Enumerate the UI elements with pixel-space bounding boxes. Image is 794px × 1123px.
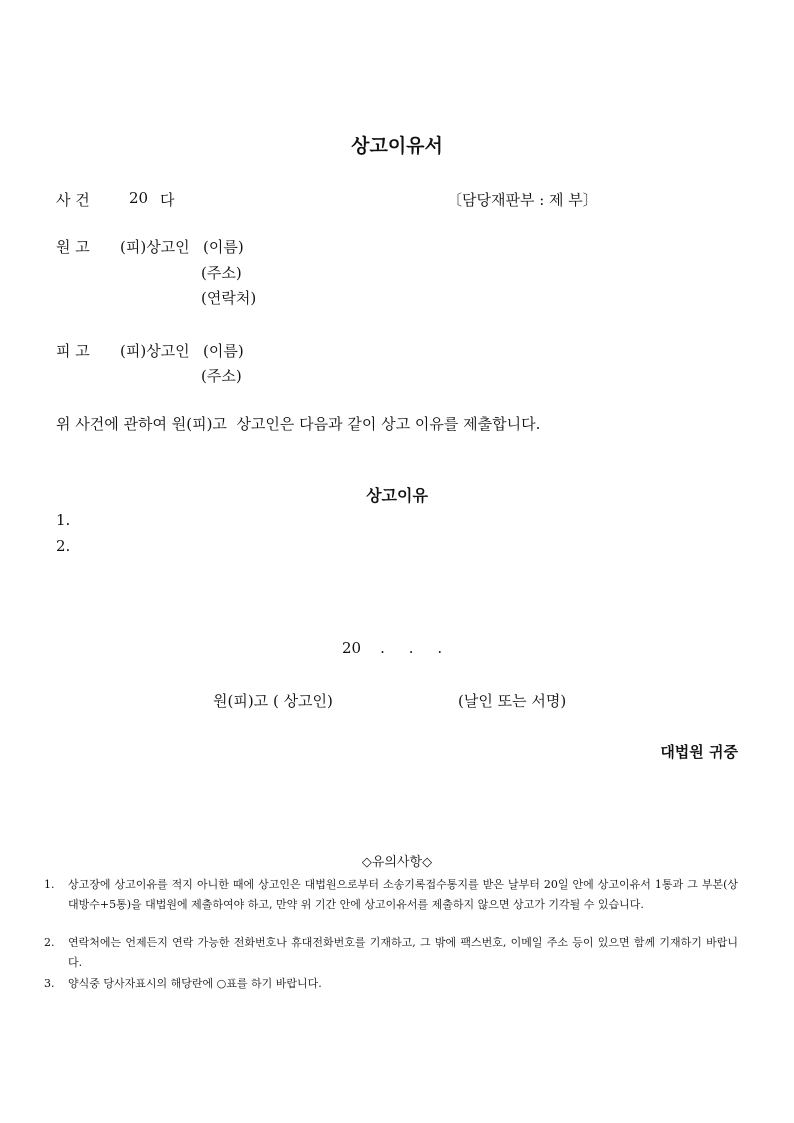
plaintiff-name-field[interactable]: (이름) — [203, 238, 244, 256]
defendant-address-field[interactable]: (주소) — [201, 367, 242, 385]
note-number: 3. — [44, 977, 55, 990]
signature-seal[interactable]: (날인 또는 서명) — [458, 692, 567, 710]
defendant-label: 피 고 — [56, 342, 90, 360]
date-line[interactable]: 20 . . . — [342, 639, 443, 657]
defendant-role: (피)상고인 — [120, 342, 190, 360]
note-item — [44, 875, 738, 915]
defendant-name-field[interactable]: (이름) — [203, 342, 244, 360]
document-title: 상고이유서 — [351, 135, 443, 157]
note-number: 2. — [44, 936, 55, 949]
signature-party: 원(피)고 ( 상고인) — [213, 692, 333, 710]
note-item — [44, 933, 738, 973]
plaintiff-address-field[interactable]: (주소) — [201, 264, 242, 282]
reason-item[interactable]: 2. — [56, 537, 71, 555]
plaintiff-role: (피)상고인 — [120, 238, 190, 256]
note-text: 연락처에는 언제든지 연락 가능한 전화번호나 휴대전화번호를 기재하고, 그 밖에 팩스번호, 이메일 주소 등이 있으면 함께 기재하기 바랍니다. — [68, 936, 738, 969]
reasons-title: 상고이유 — [366, 486, 428, 505]
plaintiff-label: 원 고 — [56, 238, 90, 256]
notes-title: ◇유의사항◇ — [361, 855, 433, 870]
note-text: 상고장에 상고이유를 적지 아니한 때에 상고인은 대법원으로부터 소송기록접수통지를 받은 날부터 20일 안에 상고이유서 1통과 그 부본(상대방수+5통)을 대법원에 제출하여야 하고, 만약 위 기간 안에 상고이유서를 제출하지 않으면 상고가 기각될 수 있습니다. — [68, 878, 738, 911]
case-kind[interactable]: 다 — [160, 191, 175, 209]
reason-item[interactable]: 1. — [56, 511, 71, 529]
note-number: 1. — [44, 878, 55, 891]
note-text: 양식중 당사자표시의 해당란에 ○표를 하기 바랍니다. — [68, 977, 322, 990]
court-addressee: 대법원 귀중 — [660, 743, 738, 761]
case-division[interactable]: 〔담당재판부 : 제 부〕 — [447, 191, 598, 209]
plaintiff-contact-field[interactable]: (연락처) — [201, 289, 257, 307]
statement-text: 위 사건에 관하여 원(피)고 상고인은 다음과 같이 상고 이유를 제출합니다. — [56, 415, 541, 433]
case-label: 사 건 — [56, 191, 90, 209]
case-year[interactable]: 20 — [129, 189, 149, 207]
note-item — [44, 974, 738, 994]
